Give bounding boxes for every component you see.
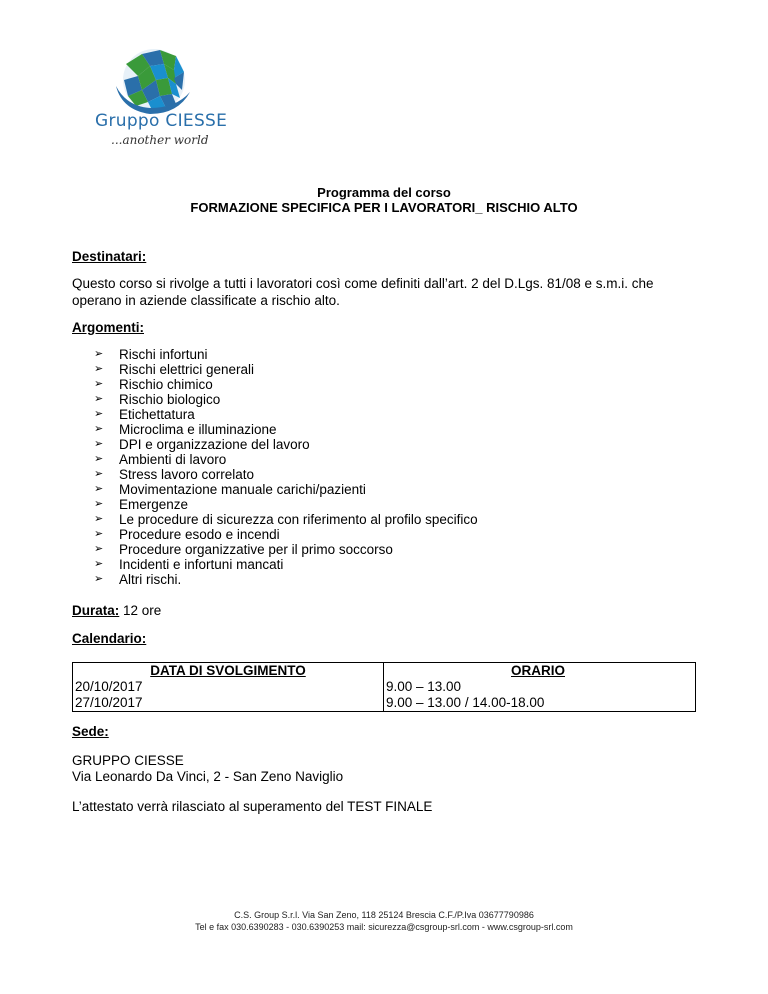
durata-value: 12 ore <box>119 603 162 618</box>
footer-contact-line: Tel e fax 030.6390283 - 030.6390253 mail: sicurezza@csgroup-srl.com - www.csgroup-srl.com <box>195 922 573 932</box>
list-item: ➢ Movimentazione manuale carichi/pazienti <box>94 482 366 497</box>
title-line-1: Programma del corso <box>317 185 451 200</box>
date-column-header: DATA DI SVOLGIMENTO <box>150 663 306 678</box>
date-value: 27/10/2017 <box>75 695 143 710</box>
arrow-bullet-icon: ➢ <box>94 438 104 450</box>
arrow-bullet-icon: ➢ <box>94 468 104 480</box>
logo-tagline: ...another world <box>111 133 209 147</box>
argomenti-list <box>94 347 478 587</box>
attestato-note: L’attestato verrà rilasciato al superamento del TEST FINALE <box>72 799 433 814</box>
arrow-bullet-icon: ➢ <box>94 573 104 585</box>
durata-label: Durata: <box>72 603 120 618</box>
list-item: ➢ Ambienti di lavoro <box>94 452 227 467</box>
arrow-bullet-icon: ➢ <box>94 423 104 435</box>
footer-company-line: C.S. Group S.r.l. Via San Zeno, 118 25124 Brescia C.F./P.Iva 03677790986 <box>234 910 534 920</box>
list-item: ➢ Emergenze <box>94 497 189 512</box>
arrow-bullet-icon: ➢ <box>94 393 104 405</box>
time-column-header: ORARIO <box>511 663 565 678</box>
arrow-bullet-icon: ➢ <box>94 558 104 570</box>
list-item: ➢ Procedure esodo e incendi <box>94 527 280 542</box>
arrow-bullet-icon: ➢ <box>94 498 104 510</box>
time-value: 9.00 – 13.00 <box>386 679 462 694</box>
table-row <box>73 663 696 712</box>
sede-heading: Sede: <box>72 724 109 739</box>
logo-name: Gruppo CIESSE <box>95 111 228 131</box>
arrow-bullet-icon: ➢ <box>94 378 104 390</box>
sede-name: GRUPPO CIESSE <box>72 753 184 768</box>
calendario-table <box>72 662 696 712</box>
durata-line <box>72 602 161 619</box>
arrow-bullet-icon: ➢ <box>94 348 104 360</box>
list-item: ➢ Etichettatura <box>94 407 195 422</box>
arrow-bullet-icon: ➢ <box>94 513 104 525</box>
calendario-heading: Calendario: <box>72 631 147 646</box>
arrow-bullet-icon: ➢ <box>94 483 104 495</box>
list-item: ➢ Rischio biologico <box>94 392 221 407</box>
title-line-2: FORMAZIONE SPECIFICA PER I LAVORATORI_ RISCHIO ALTO <box>190 200 578 215</box>
date-cell <box>73 663 384 712</box>
list-item: ➢ Le procedure di sicurezza con riferimento al profilo specifico <box>94 512 478 527</box>
list-item: ➢ Rischio chimico <box>94 377 213 392</box>
destinatari-text-line-1: Questo corso si rivolge a tutti i lavoratori così come definiti dall’art. 2 del D.Lgs. 81/08 e s.m.i. che <box>72 276 654 291</box>
list-item: ➢ Stress lavoro correlato <box>94 467 255 482</box>
puzzle-globe-icon <box>116 49 190 114</box>
sede-address: Via Leonardo Da Vinci, 2 - San Zeno Naviglio <box>72 769 344 784</box>
list-item: ➢ Incidenti e infortuni mancati <box>94 557 284 572</box>
argomenti-heading: Argomenti: <box>72 320 144 335</box>
date-value: 20/10/2017 <box>75 679 143 694</box>
destinatari-heading: Destinatari: <box>72 249 147 264</box>
list-item: ➢ Rischi infortuni <box>94 347 208 362</box>
time-cell <box>384 663 696 712</box>
list-item: ➢ Altri rischi. <box>94 572 182 587</box>
arrow-bullet-icon: ➢ <box>94 528 104 540</box>
destinatari-text-line-2: operano in aziende classificate a rischio alto. <box>72 293 340 308</box>
list-item: ➢ Microclima e illuminazione <box>94 422 277 437</box>
list-item: ➢ DPI e organizzazione del lavoro <box>94 437 310 452</box>
arrow-bullet-icon: ➢ <box>94 363 104 375</box>
arrow-bullet-icon: ➢ <box>94 408 104 420</box>
arrow-bullet-icon: ➢ <box>94 453 104 465</box>
list-item: ➢ Rischi elettrici generali <box>94 362 255 377</box>
time-value: 9.00 – 13.00 / 14.00-18.00 <box>386 695 545 710</box>
arrow-bullet-icon: ➢ <box>94 543 104 555</box>
list-item: ➢ Procedure organizzative per il primo soccorso <box>94 542 393 557</box>
